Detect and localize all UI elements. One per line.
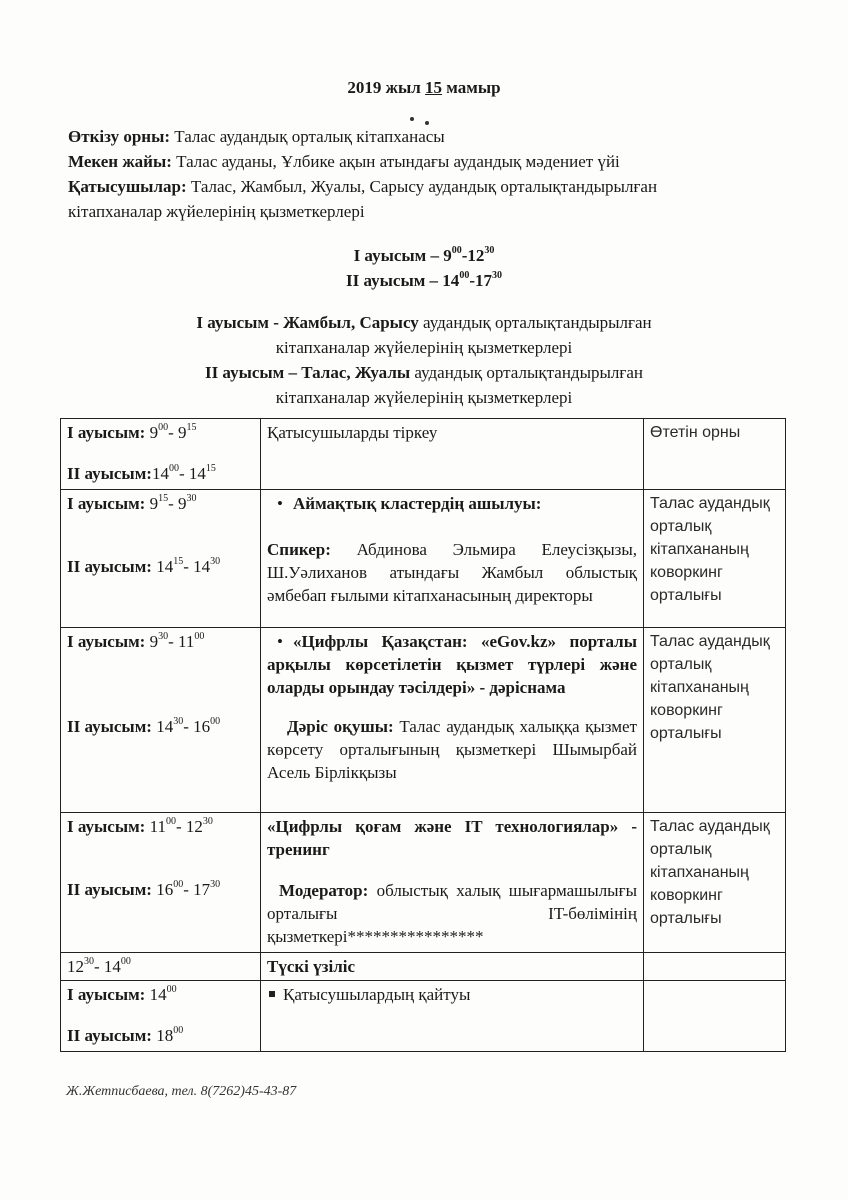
shift-2-time: II ауысым – $14^{00}-17^{30}$ <box>346 270 502 290</box>
table-row <box>61 419 786 490</box>
event-title: • Аймақтық кластердің ашылуы: <box>267 492 637 515</box>
table-row <box>61 953 786 981</box>
table-row <box>61 981 786 1052</box>
group-1-line-2: кітапханалар жүйелерінің қызметкерлері <box>275 338 573 357</box>
participants-line-2: кітапханалар жүйелерінің қызметкерлері <box>68 202 365 221</box>
participants-line <box>68 174 788 199</box>
table-row <box>61 628 786 813</box>
square-bullet-icon <box>269 991 275 997</box>
participants-value: Талас, Жамбыл, Жуалы, Сарысу аудандық орталықтандырылған <box>190 177 658 196</box>
speaker-text: Спикер: Абдинова Эльмира Елеусізқызы, Ш.Уәлиханов атындағы Жамбыл облыстық әмбебап ғылыми кітапханасының директоры <box>267 540 638 605</box>
contact-footer: Ж.Жетписбаева, тел. 8(7262)45-43-87 <box>66 1084 297 1099</box>
event-cell <box>261 490 644 628</box>
table-row <box>61 490 786 628</box>
place-cell <box>644 981 786 1052</box>
scan-speck <box>410 117 414 121</box>
time-cell: I ауысым: $9^{00}-$ $9^{15}$ II $ауысым:14^{00}-$ $14^{15}$ <box>61 419 261 490</box>
group-1-line: I ауысым - Жамбыл, Сарысу аудандық орталықтандырылған <box>196 313 652 332</box>
venue-value: Талас аудандық орталық кітапханасы <box>174 127 445 146</box>
place-cell: Талас аудандық орталық кітапхананың коворкинг орталығы <box>644 490 786 628</box>
time-cell: I ауысым: $9^{15}-$ $9^{30}$ II ауысым: $14^{15}-$ $14^{30}$ <box>61 490 261 628</box>
table-row <box>61 813 786 953</box>
address-value: Талас ауданы, Ұлбике ақын атындағы аудандық мәдениет үйі <box>176 152 620 171</box>
group-2-line-2: кітапханалар жүйелерінің қызметкерлері <box>275 388 573 407</box>
address-label: Мекен жайы: <box>68 152 172 171</box>
event-cell: Қатысушылардың қайтуы <box>261 981 644 1052</box>
date-month: мамыр <box>446 78 501 97</box>
venue-label: Өткізу орны: <box>68 127 170 146</box>
time-cell: I ауысым: $9^{30}-$ $11^{00}$ II ауысым: $14^{30}-$ $16^{00}$ <box>61 628 261 813</box>
event-date <box>0 78 848 98</box>
event-cell: Түскі үзіліс <box>261 953 644 981</box>
place-cell: Талас аудандық орталық кітапхананың коворкинг орталығы <box>644 813 786 953</box>
event-cell <box>261 628 644 813</box>
shift-1-time: I ауысым – $9^{00}-12^{30}$ <box>353 245 495 265</box>
place-cell <box>644 953 786 981</box>
event-title: • «Цифрлы Қазақстан: «eGov.kz» порталы арқылы көрсетілетін қызмет түрлері және оларды орындау тәсілдері» - дәріснама <box>267 632 637 697</box>
shift-times <box>0 243 848 293</box>
date-day: 15 <box>425 78 443 97</box>
event-info <box>68 124 788 224</box>
event-title: «Цифрлы қоғам және IT технологиялар» - тренинг <box>267 817 637 859</box>
bullet-icon: • <box>277 632 283 651</box>
date-year: 2019 жыл <box>347 78 421 97</box>
group-2-line: II ауысым – Талас, Жуалы аудандық орталықтандырылған <box>204 363 644 382</box>
moderator-text: Модератор: облыстық халық шығармашылығы орталығы IT-бөлімінің қызметкері**************** <box>267 881 637 946</box>
time-cell: I ауысым: $11^{00}-$ $12^{30}$ II ауысым: $16^{00}-$ $17^{30}$ <box>61 813 261 953</box>
shift-groups <box>0 310 848 410</box>
lecturer-text: Дәріс оқушы: Талас аудандық халыққа қызмет көрсету орталығының қызметкері Шымырбай Асель Бірлікқызы <box>267 717 638 782</box>
place-cell: Талас аудандық орталық кітапхананың коворкинг орталығы <box>644 628 786 813</box>
place-header: Өтетін орны <box>644 419 786 490</box>
event-cell <box>261 813 644 953</box>
participants-label: Қатысушылар: <box>68 177 187 196</box>
time-cell: $12^{30}-$ $14^{00}$ <box>61 953 261 981</box>
schedule-table <box>60 418 786 1052</box>
bullet-icon: • <box>277 494 283 513</box>
event-cell: Қатысушыларды тіркеу <box>261 419 644 490</box>
venue-line <box>68 124 788 149</box>
time-cell: I ауысым: $14^{00}$ II ауысым: $18^{00}$ <box>61 981 261 1052</box>
address-line <box>68 149 788 174</box>
